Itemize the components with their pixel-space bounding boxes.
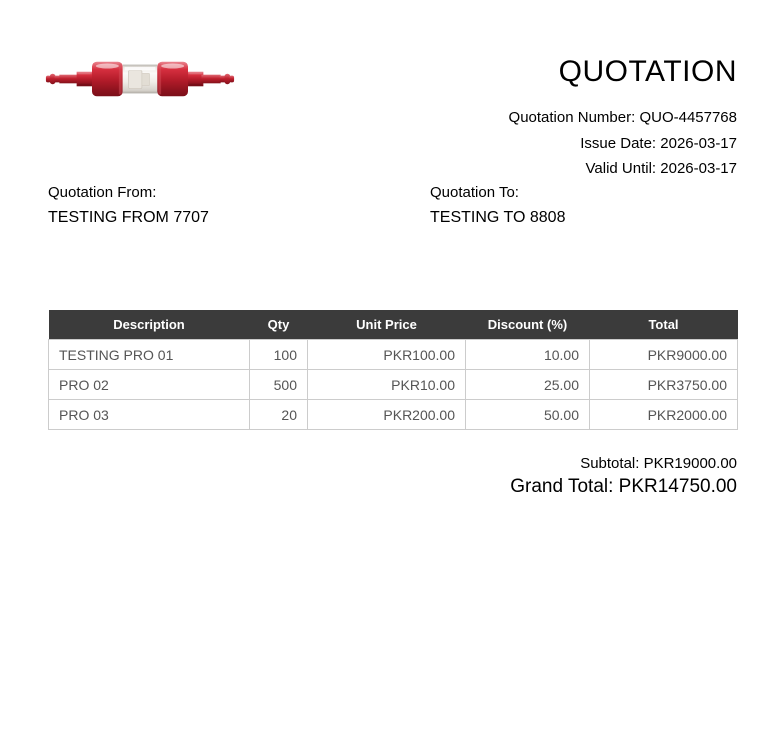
cell-qty: 100: [250, 340, 308, 370]
cell-qty: 500: [250, 370, 308, 400]
table-row: [49, 400, 738, 430]
valid-until-value: 2026-03-17: [660, 160, 737, 177]
quotation-to-name: TESTING TO 8808: [430, 209, 566, 226]
table-row: [49, 370, 738, 400]
subtotal-value: PKR19000.00: [643, 455, 737, 472]
quotation-number-value: QUO-4457768: [639, 109, 737, 126]
col-header-qty: Qty: [250, 310, 308, 340]
page-title: QUOTATION: [558, 55, 737, 88]
quotation-number-label: Quotation Number:: [508, 109, 636, 126]
cell-unit-price: PKR10.00: [308, 370, 466, 400]
cell-discount: 50.00: [466, 400, 590, 430]
table-header-row: [49, 310, 738, 340]
cell-total: PKR9000.00: [590, 340, 738, 370]
grand-total-line: [510, 476, 737, 498]
cell-description: TESTING PRO 01: [49, 340, 250, 370]
fuel-filter-logo-image: [44, 54, 236, 104]
table-row: [49, 340, 738, 370]
col-header-discount: Discount (%): [466, 310, 590, 340]
valid-until-line: [509, 156, 737, 182]
valid-until-label: Valid Until:: [585, 160, 657, 177]
col-header-total: Total: [590, 310, 738, 340]
issue-date-label: Issue Date:: [580, 134, 657, 152]
line-items-table: [48, 310, 738, 430]
issue-date-line: [509, 131, 737, 157]
cell-description: PRO 02: [49, 370, 250, 400]
quotation-meta: [509, 105, 737, 182]
cell-total: PKR3750.00: [590, 370, 738, 400]
grand-total-value: PKR14750.00: [618, 476, 737, 497]
grand-total-label: Grand Total:: [510, 476, 614, 497]
cell-qty: 20: [250, 400, 308, 430]
issue-date-value: 2026-03-17: [660, 134, 737, 152]
col-header-description: Description: [49, 310, 250, 340]
cell-discount: 25.00: [466, 370, 590, 400]
quotation-from-name: TESTING FROM 7707: [48, 209, 209, 226]
col-header-unit-price: Unit Price: [308, 310, 466, 340]
subtotal-line: [580, 455, 737, 472]
cell-discount: 10.00: [466, 340, 590, 370]
subtotal-label: Subtotal:: [580, 455, 640, 472]
cell-unit-price: PKR200.00: [308, 400, 466, 430]
quotation-number-line: [509, 105, 737, 131]
cell-description: PRO 03: [49, 400, 250, 430]
cell-unit-price: PKR100.00: [308, 340, 466, 370]
quotation-from-label: Quotation From:: [48, 184, 157, 201]
quotation-to-label: Quotation To:: [430, 184, 519, 201]
cell-total: PKR2000.00: [590, 400, 738, 430]
